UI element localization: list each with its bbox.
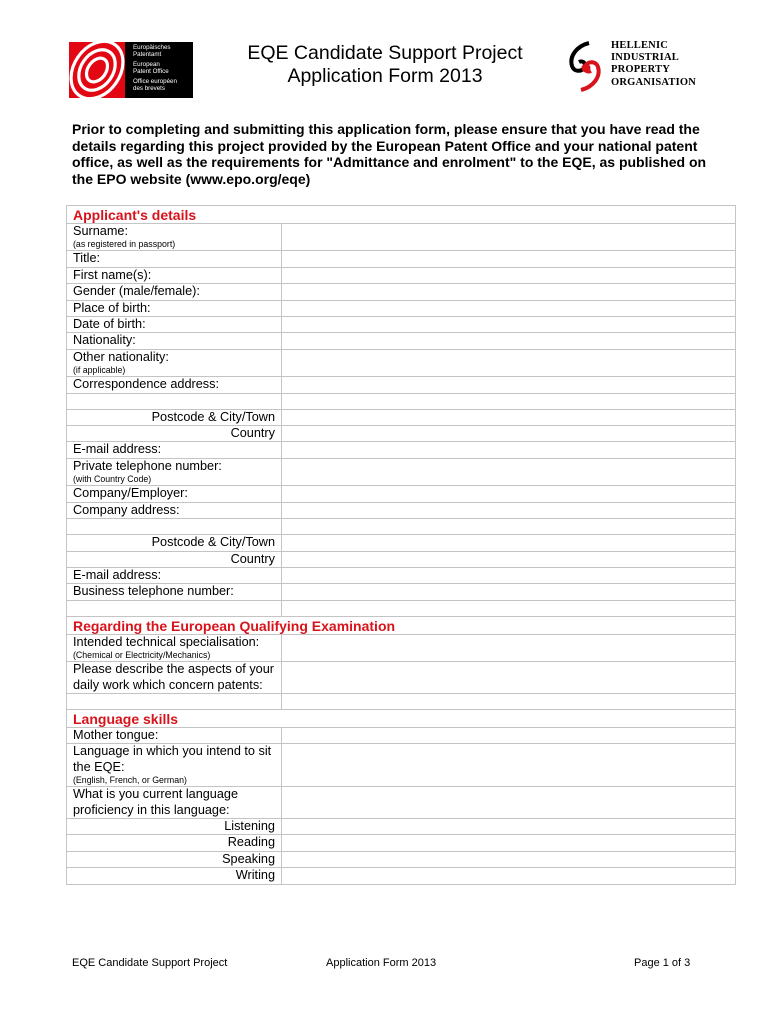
label-proficiency: What is you current language proficiency in this language: (67, 787, 282, 819)
application-form-table (66, 205, 736, 885)
row-writing (67, 868, 736, 884)
epo-name-en: European Patent Office (133, 60, 169, 76)
note-other-nationality: (if applicable) (73, 365, 126, 376)
row-eqe-language (67, 744, 736, 787)
field-company-postcode-city[interactable] (282, 535, 736, 551)
field-daily-work[interactable] (282, 662, 736, 694)
label-title: Title: (67, 251, 282, 267)
field-place-of-birth[interactable] (282, 300, 736, 316)
epo-name-de: Europäisches Patentamt (133, 44, 171, 59)
footer-page-number: Page 1 of 3 (634, 957, 691, 969)
section-title-applicant: Applicant's details (67, 206, 736, 224)
label-company: Company/Employer: (67, 486, 282, 502)
title-line-2: Application Form 2013 (287, 65, 483, 87)
field-company-country[interactable] (282, 551, 736, 567)
field-country[interactable] (282, 426, 736, 442)
field-proficiency[interactable] (282, 787, 736, 819)
note-eqe-language: (English, French, or German) (73, 775, 187, 786)
label-place-of-birth: Place of birth: (67, 300, 282, 316)
row-postcode-city (67, 409, 736, 425)
row-private-phone (67, 458, 736, 485)
label-surname: Surname: (as registered in passport) (67, 224, 282, 251)
label-speaking: Speaking (67, 851, 282, 867)
row-place-of-birth (67, 300, 736, 316)
row-business-phone (67, 584, 736, 600)
row-specialisation (67, 634, 736, 661)
label-mother-tongue: Mother tongue: (67, 727, 282, 743)
field-writing[interactable] (282, 868, 736, 884)
field-other-nationality[interactable] (282, 349, 736, 376)
row-company-postcode-city (67, 535, 736, 551)
row-email (67, 442, 736, 458)
row-date-of-birth (67, 317, 736, 333)
note-private-phone: (with Country Code) (73, 474, 152, 485)
document-title (200, 42, 570, 88)
field-reading[interactable] (282, 835, 736, 851)
label-eqe-language: Language in which you intend to sit the EQE: (English, French, or German) (67, 744, 282, 787)
row-daily-work (67, 662, 736, 694)
row-listening (67, 818, 736, 834)
row-surname (67, 224, 736, 251)
footer-left: EQE Candidate Support Project (72, 957, 228, 969)
label-reading: Reading (67, 835, 282, 851)
label-country: Country (67, 426, 282, 442)
row-spacer-1 (67, 600, 736, 616)
label-listening: Listening (67, 818, 282, 834)
field-private-phone[interactable] (282, 458, 736, 485)
title-line-1: EQE Candidate Support Project (247, 42, 523, 64)
note-specialisation: (Chemical or Electricity/Mechanics) (73, 650, 211, 661)
row-nationality (67, 333, 736, 349)
field-speaking[interactable] (282, 851, 736, 867)
footer-center: Application Form 2013 (326, 957, 437, 969)
label-gender: Gender (male/female): (67, 284, 282, 300)
epo-name-fr: Office européen des brevets (133, 77, 177, 93)
section-title-eqe: Regarding the European Qualifying Examination (67, 616, 736, 634)
row-mother-tongue (67, 727, 736, 743)
label-correspondence-address: Correspondence address: (67, 377, 282, 393)
label-company-address: Company address: (67, 502, 282, 518)
field-business-phone[interactable] (282, 584, 736, 600)
label-private-phone: Private telephone number: (with Country Code) (67, 458, 282, 485)
field-date-of-birth[interactable] (282, 317, 736, 333)
label-specialisation: Intended technical specialisation: (Chemical or Electricity/Mechanics) (67, 634, 282, 661)
label-company-postcode-city: Postcode & City/Town (67, 535, 282, 551)
field-correspondence-address-1[interactable] (282, 377, 736, 393)
row-company-email (67, 567, 736, 583)
row-title (67, 251, 736, 267)
section-language (67, 709, 736, 727)
field-email[interactable] (282, 442, 736, 458)
row-correspondence-address (67, 377, 736, 393)
row-first-names (67, 267, 736, 283)
label-date-of-birth: Date of birth: (67, 317, 282, 333)
field-listening[interactable] (282, 818, 736, 834)
field-company-email[interactable] (282, 567, 736, 583)
row-other-nationality (67, 349, 736, 376)
row-country (67, 426, 736, 442)
field-eqe-language[interactable] (282, 744, 736, 787)
row-company-address-2 (67, 519, 736, 535)
row-gender (67, 284, 736, 300)
note-surname: (as registered in passport) (73, 239, 176, 250)
row-proficiency (67, 787, 736, 819)
label-email: E-mail address: (67, 442, 282, 458)
hipo-logo-icon (565, 40, 605, 94)
field-surname[interactable] (282, 224, 736, 251)
row-company (67, 486, 736, 502)
epo-logo (69, 42, 193, 98)
label-daily-work: Please describe the aspects of your daily work which concern patents: (67, 662, 282, 694)
field-postcode-city[interactable] (282, 409, 736, 425)
field-company-address-1[interactable] (282, 502, 736, 518)
label-first-names: First name(s): (67, 267, 282, 283)
field-title[interactable] (282, 251, 736, 267)
label-postcode-city: Postcode & City/Town (67, 409, 282, 425)
row-spacer-2 (67, 693, 736, 709)
row-correspondence-address-2 (67, 393, 736, 409)
row-company-address (67, 502, 736, 518)
label-company-email: E-mail address: (67, 567, 282, 583)
hipo-name: HELLENIC INDUSTRIAL PROPERTY ORGANISATION (611, 40, 697, 88)
row-speaking (67, 851, 736, 867)
label-other-nationality: Other nationality: (if applicable) (67, 349, 282, 376)
epo-logo-icon (69, 42, 125, 98)
label-writing: Writing (67, 868, 282, 884)
section-title-language: Language skills (67, 709, 736, 727)
field-gender[interactable] (282, 284, 736, 300)
field-mother-tongue[interactable] (282, 727, 736, 743)
label-company-country: Country (67, 551, 282, 567)
label-nationality: Nationality: (67, 333, 282, 349)
intro-paragraph: Prior to completing and submitting this application form, please ensure that you have read the details regarding this project provided by the European Patent Office and your national patent office, as well as the requirements for "Admittance and enrolment" to the EQE, as published on the EPO website (www.epo.org/eqe) (72, 121, 707, 188)
row-reading (67, 835, 736, 851)
field-company-address-2[interactable] (282, 519, 736, 535)
row-company-country (67, 551, 736, 567)
field-correspondence-address-2[interactable] (282, 393, 736, 409)
section-eqe (67, 616, 736, 634)
field-company[interactable] (282, 486, 736, 502)
field-nationality[interactable] (282, 333, 736, 349)
section-applicant (67, 206, 736, 224)
field-specialisation[interactable] (282, 634, 736, 661)
label-business-phone: Business telephone number: (67, 584, 282, 600)
field-first-names[interactable] (282, 267, 736, 283)
